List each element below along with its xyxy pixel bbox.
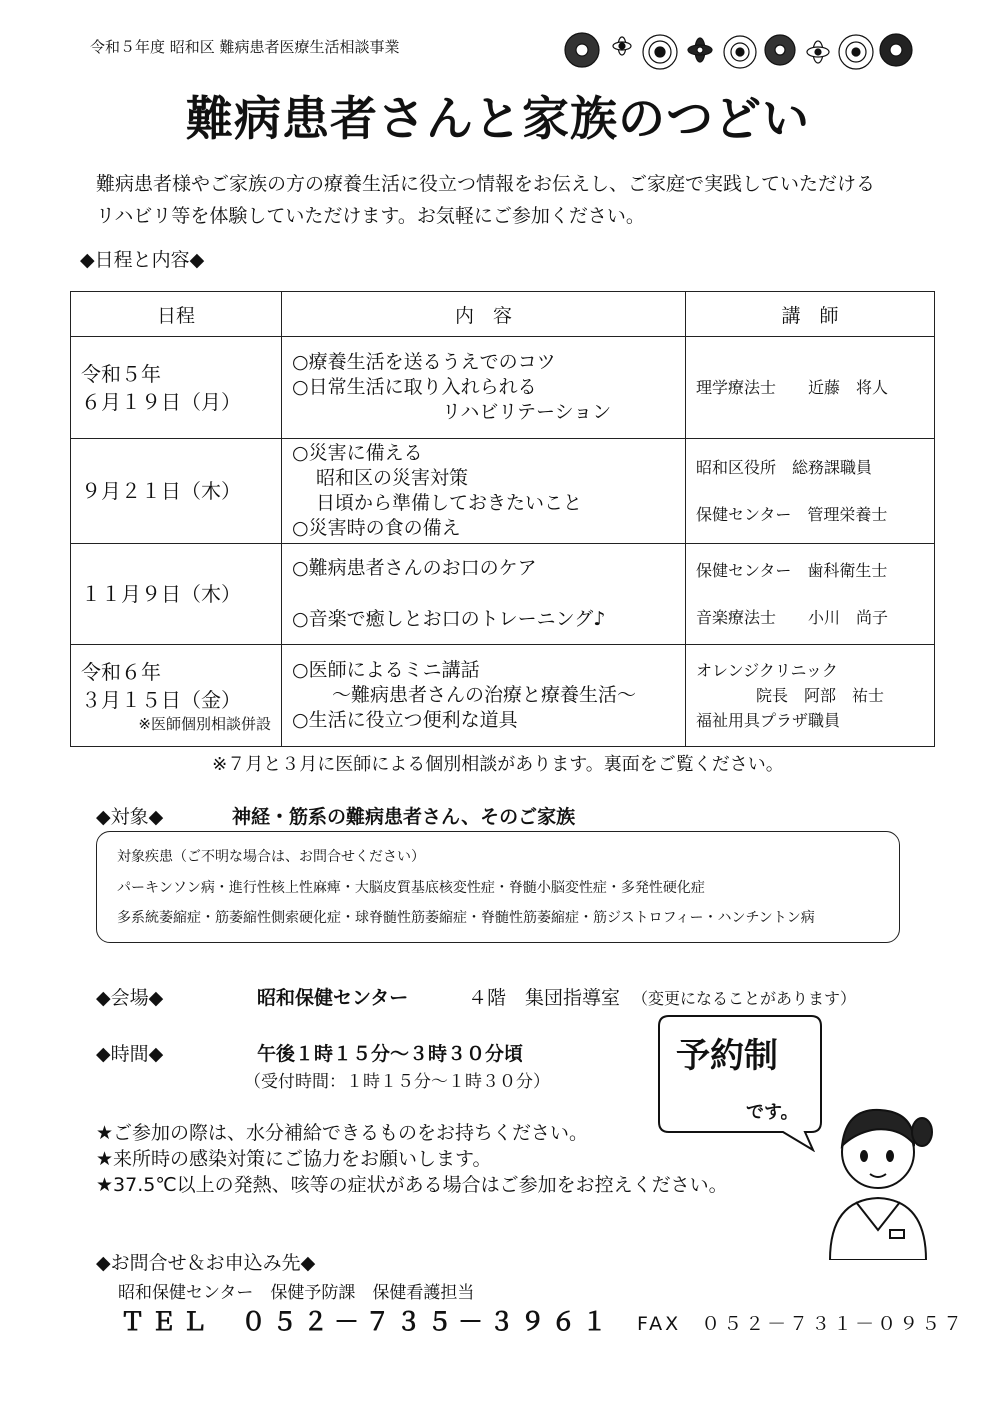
- date-day: ３月１５日（金）: [81, 687, 241, 712]
- row-lecturer: [686, 544, 935, 645]
- schedule-heading: ◆日程と内容◆: [80, 249, 205, 271]
- content-line: リハビリテーション: [442, 401, 612, 423]
- venue-label: ◆会場◆: [96, 987, 164, 1009]
- lecturer-line: オレンジクリニック: [696, 661, 838, 680]
- row-lecturer: [686, 337, 935, 439]
- date-day: １１月９日（木）: [81, 582, 241, 606]
- venue-note: （変更になることがあります）: [632, 989, 857, 1008]
- bubble-sub: です。: [746, 1102, 799, 1123]
- fax-label: FAX: [636, 1313, 682, 1335]
- lecturer-line: 保健センター 歯科衛生士: [696, 561, 888, 580]
- program-header: 令和５年度 昭和区 難病患者医療生活相談事業: [90, 38, 400, 56]
- contact-dept: 昭和保健センター 保健予防課 保健看護担当: [118, 1283, 475, 1303]
- date-note: ※医師個別相談併設: [138, 714, 271, 733]
- schedule-table: [70, 291, 935, 747]
- row-content: [282, 337, 686, 439]
- content-line: ○医師によるミニ講話: [292, 659, 480, 681]
- intro-text: [96, 168, 936, 232]
- row-date: [71, 544, 282, 645]
- intro-line-2: リハビリ等を体験していただけます。お気軽にご参加ください。: [96, 205, 645, 227]
- lecturer-line: 院長 阿部 祐士: [756, 686, 885, 705]
- content-line: ○生活に役立つ便利な道具: [292, 709, 518, 731]
- bubble-main: 予約制: [676, 1036, 778, 1076]
- row-lecturer: [686, 439, 935, 544]
- date-year: 令和５年: [81, 361, 161, 386]
- time-value: 午後１時１５分～３時３０分頃: [257, 1043, 524, 1065]
- header-date: 日程: [71, 292, 282, 337]
- disease-line-1: パーキンソン病・進行性核上性麻痺・大脳皮質基底核変性症・脊髄小脳変性症・多発性硬化症: [117, 880, 705, 896]
- content-line: ○音楽で癒しとお口のトレーニング♪: [292, 608, 606, 630]
- table-header-row: [71, 292, 935, 337]
- date-day: ９月２１日（木）: [81, 479, 241, 503]
- page-title: 難病患者さんと家族のつどい: [186, 92, 810, 147]
- note-item: ★ご参加の際は、水分補給できるものをお持ちください。: [96, 1122, 589, 1144]
- row-content: [282, 645, 686, 747]
- row-content: [282, 544, 686, 645]
- fax-number: ０５２－７３１－０９５７: [701, 1313, 966, 1335]
- contact-tel-row: [120, 1302, 965, 1338]
- row-date: [71, 645, 282, 747]
- content-line: 日頃から準備しておきたいこと: [316, 492, 583, 514]
- tel-label: ＴＥＬ: [120, 1307, 214, 1336]
- venue-room: ４階 集団指導室: [468, 987, 621, 1009]
- note-item: ★来所時の感染対策にご協力をお願いします。: [96, 1148, 492, 1170]
- table-row: [71, 337, 935, 439]
- row-date: [71, 439, 282, 544]
- row-lecturer: [686, 645, 935, 747]
- content-line: ○難病患者さんのお口のケア: [292, 557, 537, 579]
- time-reception: （受付時間：１時１５分～１時３０分）: [244, 1072, 550, 1092]
- content-line: ○療養生活を送るうえでのコツ: [292, 351, 556, 373]
- target-diseases-box: [96, 831, 900, 943]
- row-content: [282, 439, 686, 544]
- time-label: ◆時間◆: [96, 1043, 164, 1065]
- lecturer-line: 福祉用具プラザ職員: [696, 711, 841, 730]
- tel-number[interactable]: ０５２－７３５－３９６１: [240, 1307, 613, 1336]
- content-line: ○災害時の食の備え: [292, 517, 461, 539]
- venue-name: 昭和保健センター: [257, 987, 409, 1009]
- flower-decoration-icon: [560, 28, 920, 76]
- table-row: [71, 544, 935, 645]
- date-year: 令和６年: [81, 659, 161, 684]
- lecturer-line: 理学療法士 近藤 将人: [696, 378, 889, 397]
- row-date: [71, 337, 282, 439]
- contact-heading: ◆お問合せ＆お申込み先◆: [96, 1252, 316, 1274]
- content-line: ～難病患者さんの治療と療養生活～: [332, 684, 637, 706]
- schedule-note: ※７月と３月に医師による個別相談があります。裏面をご覧ください。: [212, 754, 784, 775]
- note-item: ★37.5℃以上の発熱、咳等の症状がある場合はご参加をお控えください。: [96, 1174, 728, 1196]
- target-value: 神経・筋系の難病患者さん、そのご家族: [232, 806, 576, 828]
- table-row: [71, 645, 935, 747]
- date-day: ６月１９日（月）: [81, 389, 241, 414]
- header-lecturer: 講 師: [686, 292, 935, 337]
- intro-line-1: 難病患者様やご家族の方の療養生活に役立つ情報をお伝えし、ご家庭で実践していただける: [96, 173, 876, 195]
- disease-line-2: 多系統萎縮症・筋萎縮性側索硬化症・球脊髄性筋萎縮症・脊髄性筋萎縮症・筋ジストロフィー・ハンチントン病: [117, 910, 815, 926]
- staff-girl-illustration: [818, 1080, 938, 1260]
- content-line: 昭和区の災害対策: [316, 467, 469, 489]
- header-content: 内 容: [282, 292, 686, 337]
- lecturer-line: 保健センター 管理栄養士: [696, 505, 888, 524]
- table-row: [71, 439, 935, 544]
- box-title: 対象疾患（ご不明な場合は、お問合せください）: [117, 849, 425, 865]
- content-line: ○災害に備える: [292, 442, 423, 464]
- lecturer-line: 昭和区役所 総務課職員: [696, 458, 873, 477]
- lecturer-line: 音楽療法士 小川 尚子: [696, 608, 889, 627]
- target-label: ◆対象◆: [96, 806, 164, 828]
- content-line: ○日常生活に取り入れられる: [292, 376, 537, 398]
